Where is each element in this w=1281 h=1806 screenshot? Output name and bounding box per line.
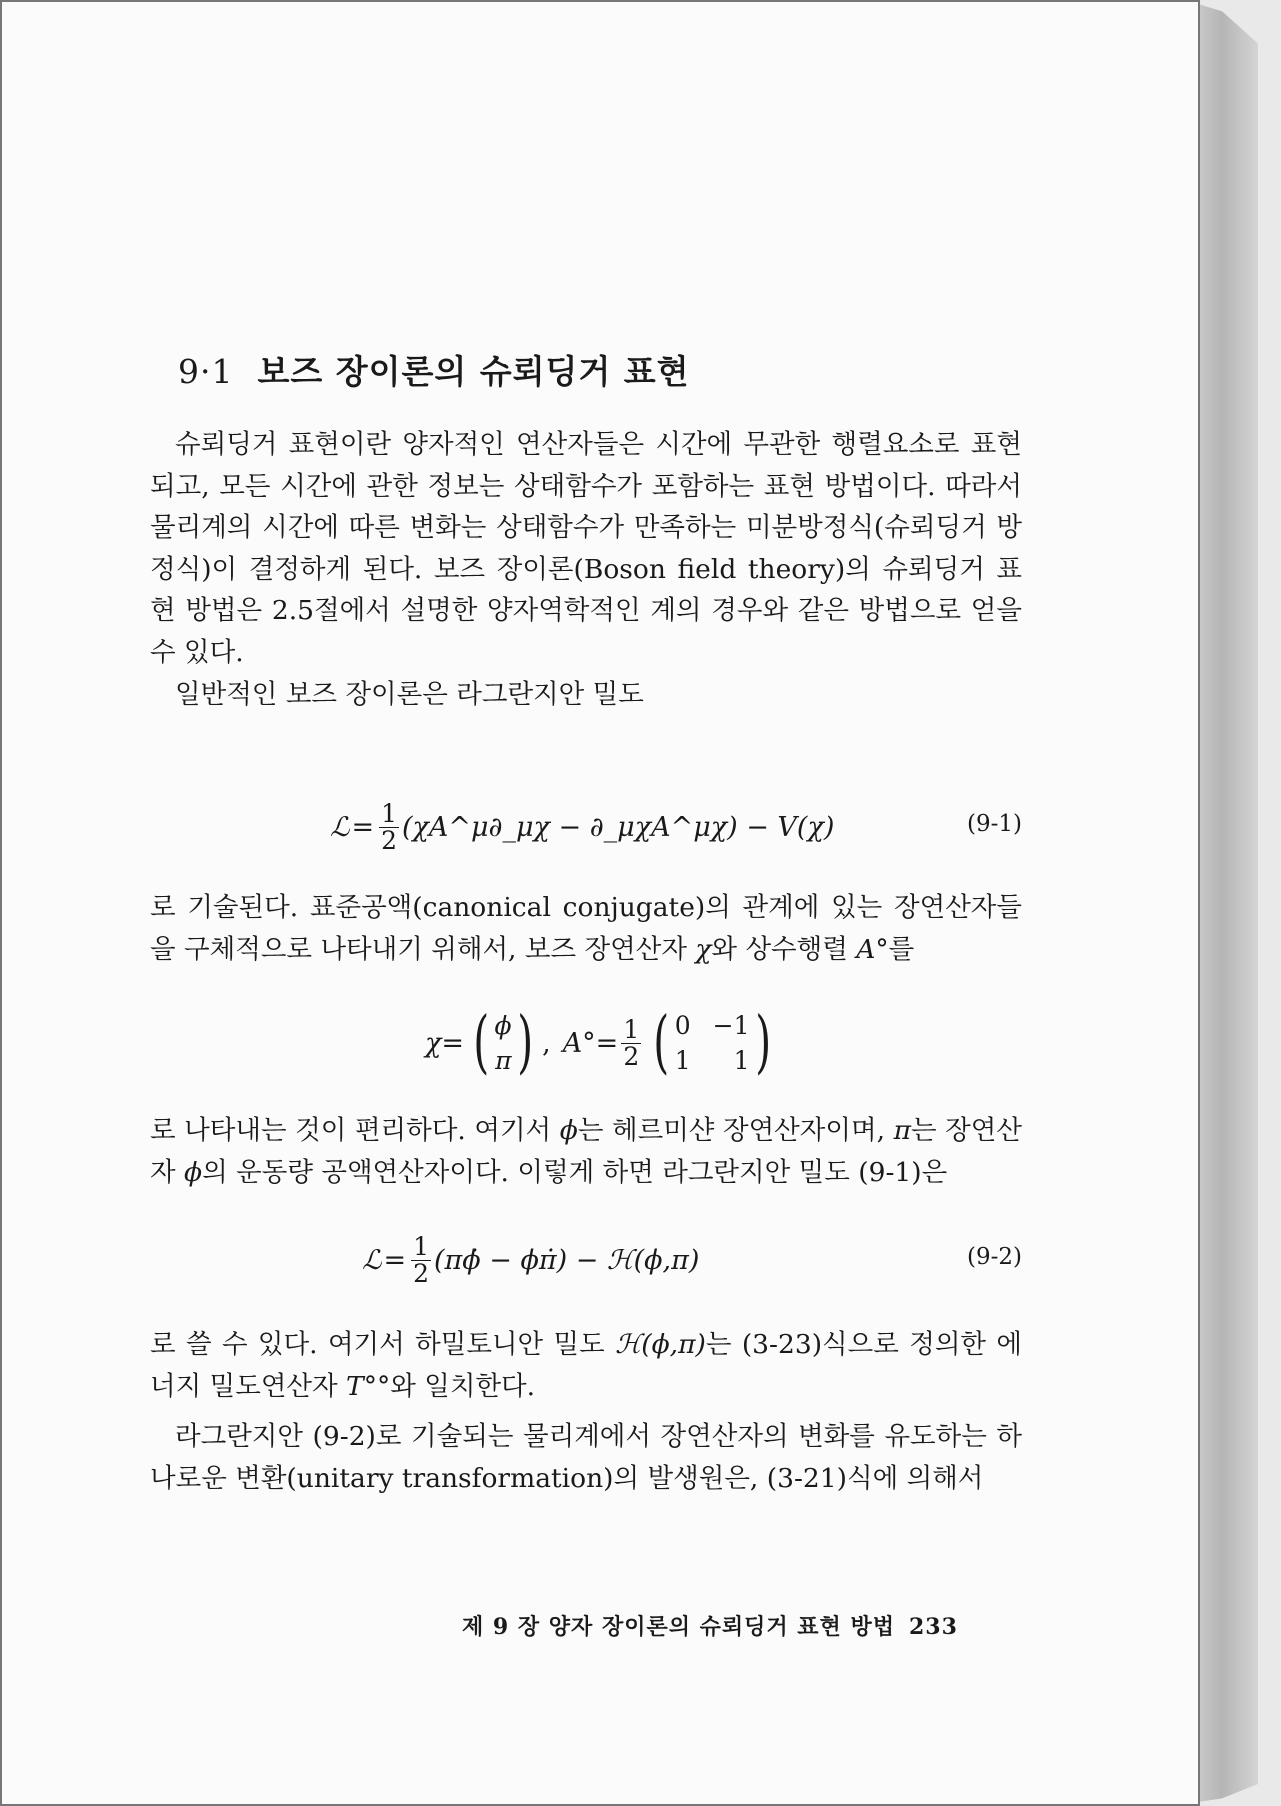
paragraph-1: 슈뢰딩거 표현이란 양자적인 연산자들은 시간에 무관한 행렬요소로 표현되고, 모든 시간에 관한 정보는 상태함수가 포함하는 표현 방법이다. 따라서 물리계의 시간에 따른 변화는 상태함수가 만족하는 미분방정식(슈뢰딩거 방정식)이 결정하게 된다. 보즈 장이론(Boson field theory)의 슈뢰딩거 표현 방법은 2.5절에서 설명한 양자역학적인 계의 경우와 같은 방법으로 얻을 수 있다.: [150, 429, 1022, 668]
m10: 1: [674, 1046, 691, 1075]
hamiltonian-symbol: ℋ(ϕ,π): [615, 1329, 706, 1360]
chi-vector: ( ϕ π ): [473, 1003, 533, 1082]
p4-text-a: 로 나타내는 것이 편리하다. 여기서: [150, 1115, 560, 1146]
paragraph-6: 라그란지안 (9-2)로 기술되는 물리계에서 장연산자의 변화를 유도하는 하나로운 변환(unitary transformation)의 발생원은, (3-21)식에 의해서: [150, 1421, 1022, 1494]
p5-text-b: 는 (3-23)식으로 정의한 에너지 밀도연산자: [150, 1329, 1023, 1402]
matrix-frac-den: 2: [623, 1041, 640, 1071]
p3-text-a: 로 기술된다. 표준공액(canonical conjugate)의 관계에 있는 장연산자들을 구체적으로 나타내기 위해서, 보즈 장연산자: [150, 892, 1022, 965]
a0-symbol: A°: [856, 933, 889, 965]
m01: −1: [712, 1011, 750, 1040]
chi-lhs: χ=: [425, 1027, 464, 1059]
phi-symbol-2: ϕ: [184, 1156, 203, 1188]
p3-text-b: 와 상수행렬: [711, 933, 857, 965]
phi-symbol: ϕ: [559, 1115, 578, 1146]
matrix-fraction: [621, 1014, 641, 1071]
section-title: 보즈 장이론의 슈뢰딩거 표현: [257, 352, 690, 391]
equation-9-1: ℒ = $\frac{1}{2}$ (χA^μ∂_μχ − ∂_μχA^μχ) − V(χ) (9-1): [330, 798, 1022, 855]
footer-chapter: 제 9 장 양자 장이론의 슈뢰딩거 표현 방법: [462, 1614, 895, 1640]
eq2-lhs: ℒ: [362, 1244, 382, 1276]
a0-matrix: ( 0 −1 1 1 ): [653, 1003, 771, 1082]
paragraph-5: [150, 1324, 1022, 1407]
paragraph-3: [150, 887, 1022, 970]
p5-text-a: 로 쓸 수 있다. 여기서 하밀토니안 밀도: [150, 1329, 616, 1360]
page-number: 233: [908, 1614, 958, 1640]
paragraph-4: [150, 1110, 1022, 1193]
p3-text-c: 를: [888, 933, 915, 965]
p5-text-c: 와 일치한다.: [390, 1370, 536, 1402]
m11: 1: [733, 1046, 750, 1075]
eq1-frac-den: 2: [381, 825, 397, 855]
eq1-frac-num: 1: [381, 798, 397, 828]
eq1-body: (χA^μ∂_μχ − ∂_μχA^μχ) − V(χ): [401, 811, 835, 843]
eq2-fraction: [411, 1231, 431, 1288]
eq2-number: (9-2): [967, 1244, 1022, 1270]
eq1-fraction: [379, 798, 399, 855]
pi-symbol: π: [893, 1115, 911, 1146]
a0-lhs: A°=: [562, 1027, 619, 1059]
page-edge: [1198, 4, 1258, 1802]
section-heading: [178, 346, 690, 393]
p4-text-b: 는 헤르미샨 장연산자이며,: [577, 1115, 894, 1146]
eq1-lhs: ℒ: [330, 811, 350, 843]
eq2-frac-num: 1: [413, 1231, 429, 1261]
eq2-frac-den: 2: [413, 1258, 429, 1288]
equation-9-2: ℒ = $\frac{1}{2}$ (πϕ̇ − ϕπ̇) − ℋ(ϕ,π) (9-2): [362, 1231, 1022, 1288]
running-footer: [462, 1610, 958, 1641]
chi-vec-phi: ϕ: [494, 1011, 512, 1040]
chi-symbol: χ: [695, 933, 712, 965]
paragraph-2: 일반적인 보즈 장이론은 라그란지안 밀도: [175, 679, 644, 710]
eq1-number: (9-1): [967, 811, 1022, 837]
t00-symbol: T°°: [346, 1370, 391, 1402]
matrix-frac-num: 1: [623, 1014, 640, 1044]
equation-matrix: χ= ( ϕ π ) , A°= $\frac{1}{2}$ ( 0 −1 1 1 ): [150, 997, 1022, 1089]
p4-text-c: 는 장연산자: [150, 1115, 1022, 1188]
m00: 0: [674, 1011, 691, 1040]
chi-vec-pi: π: [495, 1046, 512, 1075]
eq2-body: (πϕ̇ − ϕπ̇) − ℋ(ϕ,π): [433, 1244, 700, 1276]
section-number: 9·1: [178, 352, 234, 391]
p4-text-d: 의 운동량 공액연산자이다. 이렇게 하면 라그란지안 밀도 (9-1)은: [202, 1156, 948, 1188]
